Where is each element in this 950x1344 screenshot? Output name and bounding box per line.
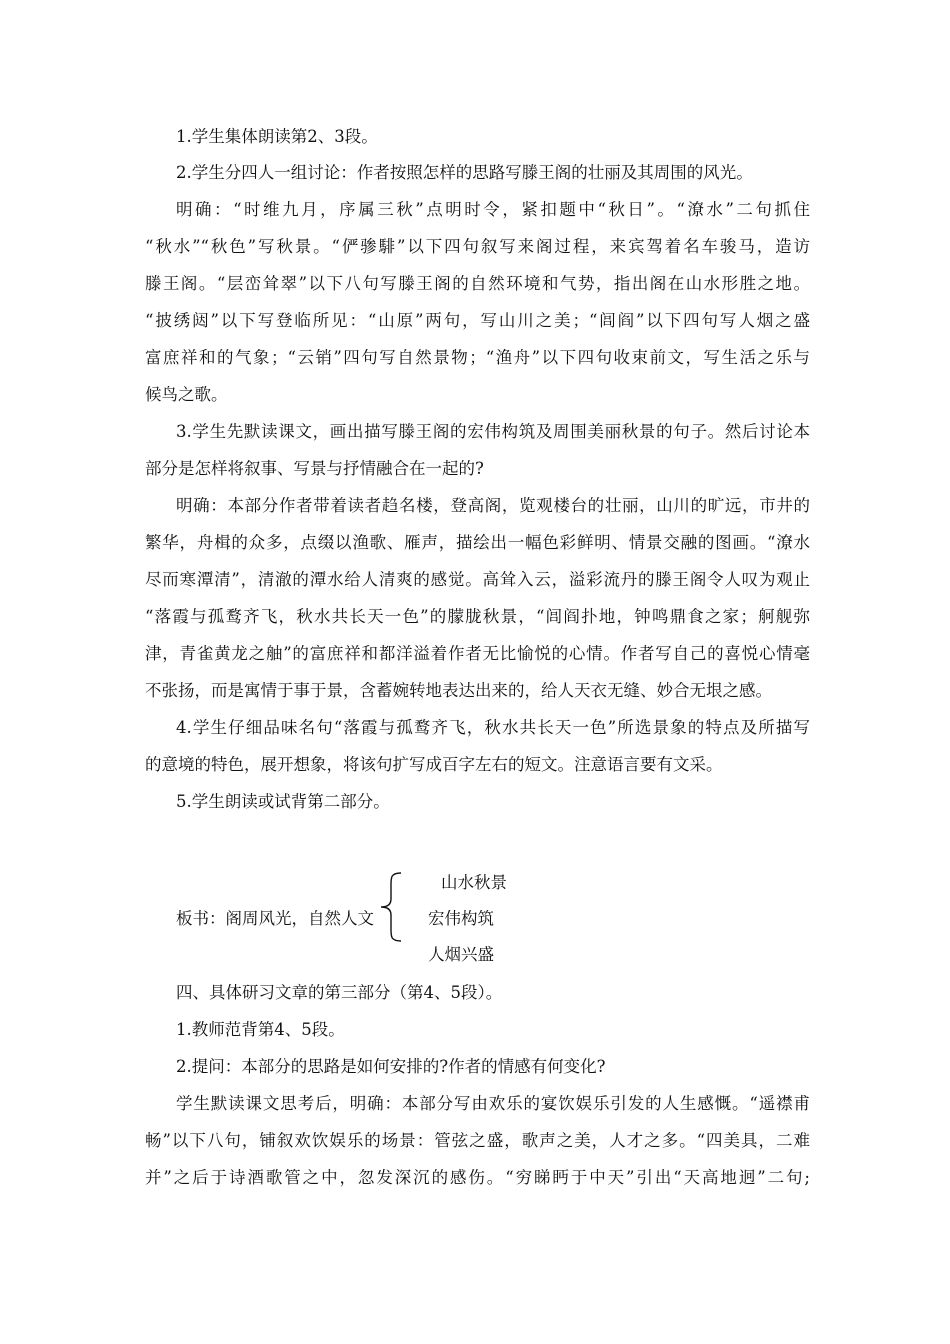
board-item: 宏伟构筑 — [428, 909, 494, 928]
board-item: 人烟兴盛 — [428, 945, 494, 964]
paragraph-line: “披绣闼”以下写登临所见：“山原”两句，写山川之美；“闾阎”以下四句写人烟之盛 — [145, 311, 810, 330]
paragraph-line: 1.学生集体朗读第2、3段。 — [176, 127, 378, 146]
paragraph-line: 部分是怎样将叙事、写景与抒情融合在一起的? — [145, 459, 484, 478]
section-heading: 四、具体研习文章的第三部分（第4、5段）。 — [176, 983, 503, 1002]
paragraph-line: “落霞与孤鹜齐飞，秋水共长天一色”的朦胧秋景，“闾阎扑地，钟鸣鼎食之家；舸舰弥 — [145, 607, 810, 626]
paragraph-line: “秋水”“秋色”写秋景。“俨骖騑”以下四句叙写来阁过程，来宾驾着名车骏马，造访 — [145, 237, 810, 256]
paragraph-line: 的意境的特色，展开想象，将该句扩写成百字左右的短文。注意语言要有文采。 — [145, 755, 723, 774]
paragraph-line: 繁华，舟楫的众多，点缀以渔歌、雁声，描绘出一幅色彩鲜明、情景交融的图画。“潦水 — [145, 533, 810, 552]
board-item: 山水秋景 — [441, 873, 507, 892]
paragraph-line: 2.学生分四人一组讨论：作者按照怎样的思路写滕王阁的壮丽及其周围的风光。 — [176, 163, 753, 182]
paragraph-line: 4.学生仔细品味名句“落霞与孤鹜齐飞，秋水共长天一色”所选景象的特点及所描写 — [176, 718, 810, 737]
paragraph-line: 并”之后于诗酒歌管之中，忽发深沉的感伤。“穷睇眄于中天”引出“天高地迥”二句; — [145, 1168, 810, 1187]
paragraph-line: 明确：“时维九月，序属三秋”点明时令，紧扣题中“秋日”。“潦水”二句抓住 — [176, 200, 810, 219]
paragraph-line: 1.教师范背第4、5段。 — [176, 1020, 345, 1039]
paragraph-line: 尽而寒潭清”，清澈的潭水给人清爽的感觉。高耸入云，溢彩流丹的滕王阁令人叹为观止 — [145, 570, 810, 589]
paragraph-line: 候鸟之歌。 — [145, 385, 228, 404]
paragraph-line: 2.提问：本部分的思路是如何安排的?作者的情感有何变化? — [176, 1057, 606, 1076]
curly-brace-icon — [377, 870, 405, 944]
paragraph-line: 学生默读课文思考后，明确：本部分写由欢乐的宴饮娱乐引发的人生感慨。“遥襟甫 — [176, 1094, 810, 1113]
paragraph-line: 富庶祥和的气象；“云销”四句写自然景物；“渔舟”以下四句收束前文，写生活之乐与 — [145, 348, 810, 367]
board-label: 板书：阁周风光，自然人文 — [176, 909, 374, 928]
paragraph-line: 3.学生先默读课文，画出描写滕王阁的宏伟构筑及周围美丽秋景的句子。然后讨论本 — [176, 422, 810, 441]
paragraph-line: 津，青雀黄龙之舳”的富庶祥和都洋溢着作者无比愉悦的心情。作者写自己的喜悦心情毫 — [145, 644, 810, 663]
paragraph-line: 不张扬，而是寓情于事于景，含蓄婉转地表达出来的，给人天衣无缝、妙合无垠之感。 — [145, 681, 772, 700]
paragraph-line: 明确：本部分作者带着读者趋名楼，登高阁，览观楼台的壮丽，山川的旷远，市井的 — [176, 496, 810, 515]
paragraph-line: 畅”以下八句，铺叙欢饮娱乐的场景：管弦之盛，歌声之美，人才之多。“四美具，二难 — [145, 1131, 810, 1150]
paragraph-line: 5.学生朗读或试背第二部分。 — [176, 792, 390, 811]
paragraph-line: 滕王阁。“层峦耸翠”以下八句写滕王阁的自然环境和气势，指出阁在山水形胜之地。 — [145, 274, 810, 293]
